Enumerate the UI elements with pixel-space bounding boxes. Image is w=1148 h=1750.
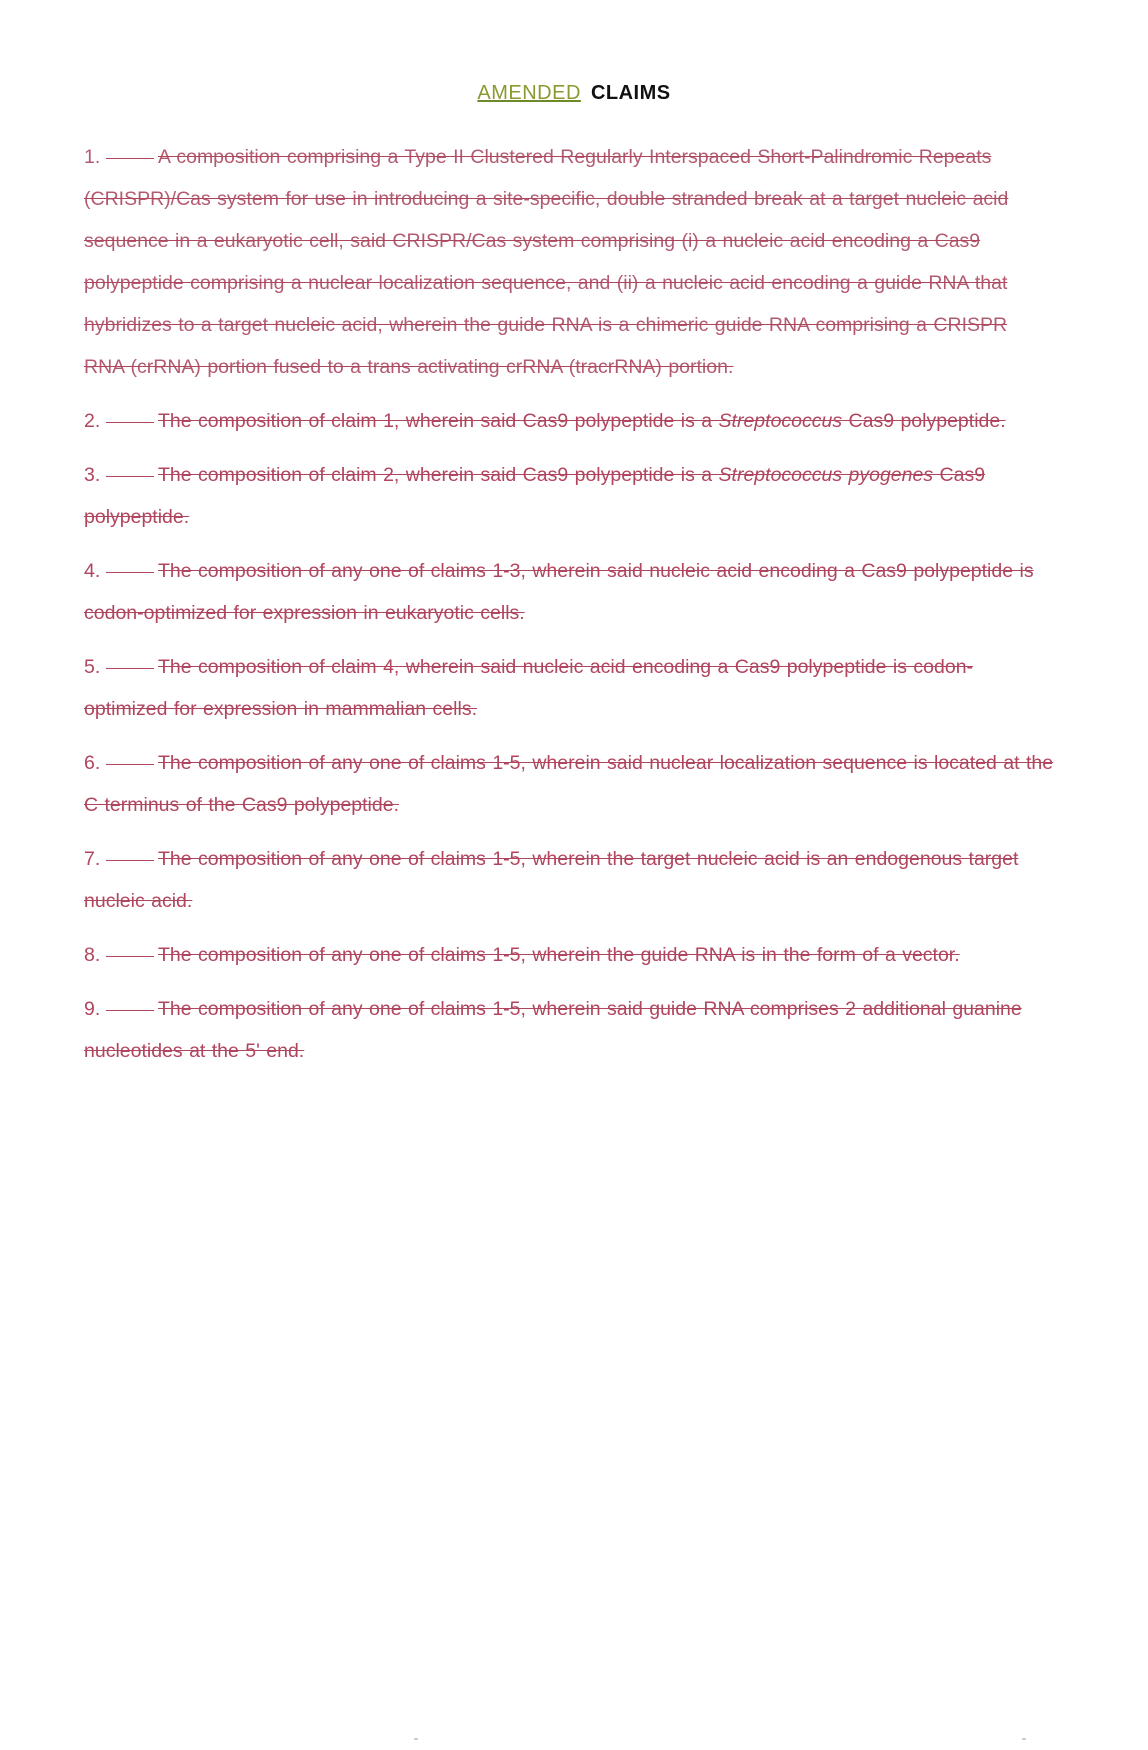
claim-text: The composition of any one of claims 1-5, wherein the target nucleic acid is an endogenous target nucleic acid. (84, 848, 1019, 912)
claim-species: Streptococcus pyogenes (718, 464, 934, 486)
claim-3 (84, 454, 1054, 538)
page-title (0, 82, 1148, 105)
claim-2 (84, 400, 1054, 442)
claim-text: The composition of claim 1, wherein said Cas9 polypeptide is a (158, 410, 719, 432)
claim-5 (84, 646, 1054, 730)
claim-number: 3. (84, 454, 158, 496)
claim-text: A composition comprising a Type II Clustered Regularly Interspaced Short-Palindromic Repeats (CRISPR)/Cas system for use in introducing a site-specific, double stranded break at a target nucleic acid sequence in a eukaryotic cell, said CRISPR/Cas system comprising (i) a nucleic acid encoding a Cas9 polypeptide comprising a nuclear localization sequence, and (ii) a nucleic acid encoding a guide RNA that hybridizes to a target nucleic acid, wherein the guide RNA is a chimeric guide RNA comprising a CRISPR RNA (crRNA) portion fused to a trans activating crRNA (tracrRNA) portion. (84, 146, 1009, 378)
scan-speck (414, 1738, 418, 1740)
claim-text: The composition of any one of claims 1-3, wherein said nucleic acid encoding a Cas9 polypeptide is codon-optimized for expression in eukaryotic cells. (84, 560, 1034, 624)
claim-text: The composition of claim 4, wherein said nucleic acid encoding a Cas9 polypeptide is codon-optimized for expression in mammalian cells. (84, 656, 974, 720)
claim-number: 6. (84, 742, 158, 784)
claim-8 (84, 934, 1054, 976)
claim-text: The composition of any one of claims 1-5, wherein said guide RNA comprises 2 additional guanine nucleotides at the 5' end. (84, 998, 1022, 1062)
scan-speck (1022, 1738, 1026, 1740)
claim-6 (84, 742, 1054, 826)
claim-1 (84, 136, 1054, 388)
claim-number: 8. (84, 934, 158, 976)
claim-number: 1. (84, 136, 158, 178)
claim-text: The composition of any one of claims 1-5, wherein said nuclear localization sequence is located at the C terminus of the Cas9 polypeptide. (84, 752, 1054, 816)
claim-4 (84, 550, 1054, 634)
claim-text: Cas9 polypeptide. (842, 410, 1006, 432)
claim-text: Cas9 polypeptide. (84, 464, 986, 528)
claim-number: 2. (84, 400, 158, 442)
amended-label: AMENDED (477, 82, 581, 104)
scan-marks (0, 1738, 1148, 1744)
claim-species: Streptococcus (718, 410, 843, 432)
claim-7 (84, 838, 1054, 922)
claim-number: 9. (84, 988, 158, 1030)
claim-number: 4. (84, 550, 158, 592)
claim-number: 7. (84, 838, 158, 880)
claim-text: The composition of any one of claims 1-5, wherein the guide RNA is in the form of a vector. (158, 944, 960, 966)
claims-list (84, 136, 1054, 1084)
claims-label: CLAIMS (590, 82, 671, 104)
claim-number: 5. (84, 646, 158, 688)
claim-9 (84, 988, 1054, 1072)
claim-text: The composition of claim 2, wherein said Cas9 polypeptide is a (158, 464, 719, 486)
